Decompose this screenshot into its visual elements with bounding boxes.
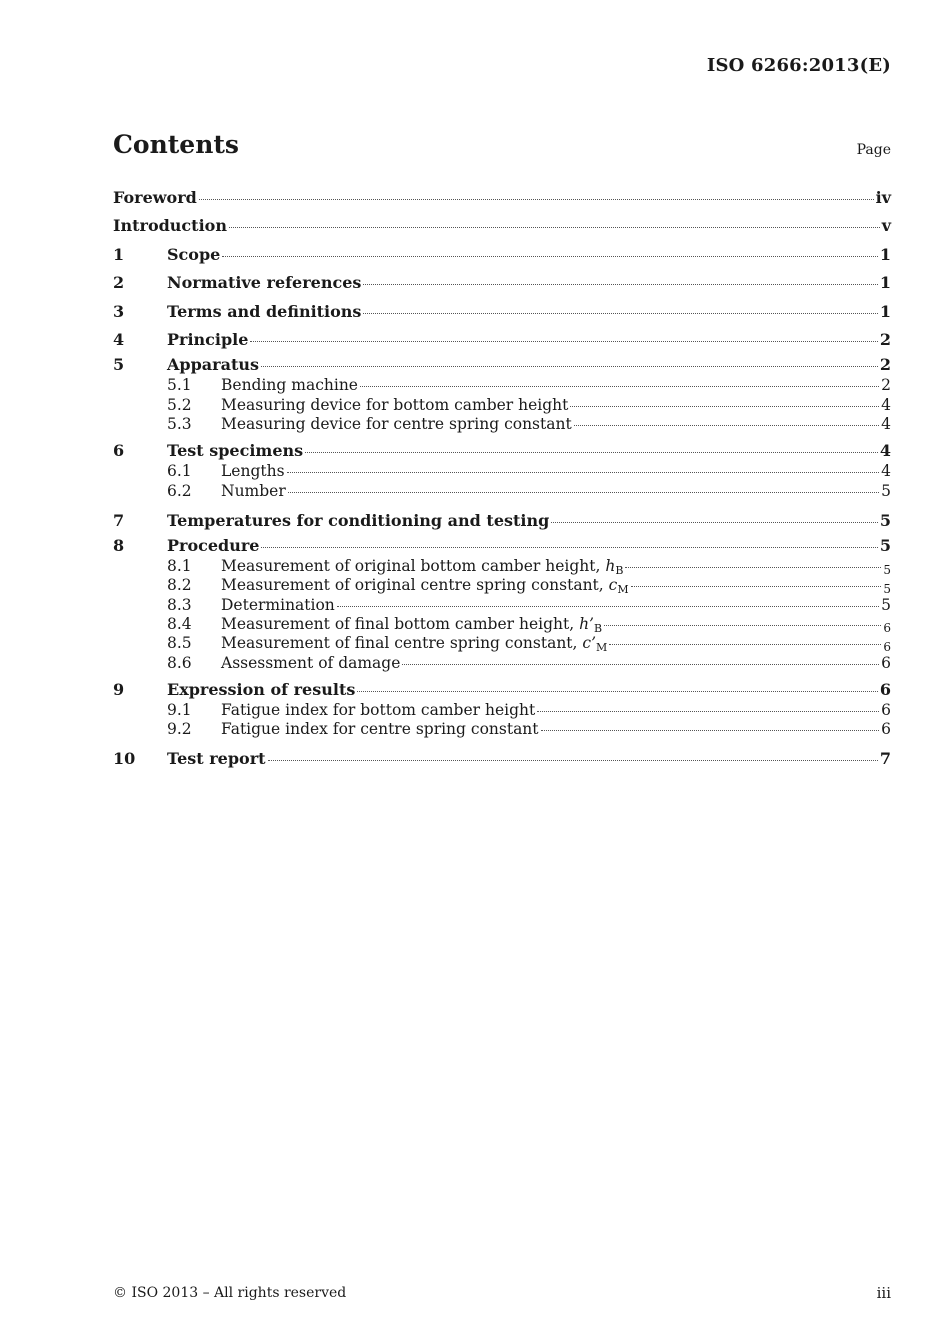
dot-leader: [337, 606, 879, 607]
dot-leader: [570, 406, 879, 407]
toc-page-number: 2: [879, 329, 891, 349]
toc-entry-title: [167, 269, 361, 297]
toc-entry-title: [221, 482, 286, 501]
toc-entry-title-text: Measurement of original bottom camber height,: [221, 556, 606, 575]
toc-entry-number: 8.4: [167, 615, 192, 634]
toc-entry-title: [167, 440, 303, 462]
dot-leader: [631, 586, 882, 587]
toc-entry-number: 7: [113, 510, 125, 530]
toc-entry-title-text: Foreword: [113, 188, 197, 207]
dot-leader: [574, 425, 879, 426]
toc-page-number: 6: [883, 640, 891, 655]
dot-leader: [625, 567, 881, 568]
toc-entry-title-text: Fatigue index for bottom camber height: [221, 700, 536, 719]
toc-entry-title-text: Determination: [221, 595, 335, 614]
toc-entry-number: 4: [113, 329, 125, 349]
toc-page-number: 5: [879, 535, 891, 555]
toc-page-number: 1: [879, 244, 891, 264]
footer-page-number: iii: [876, 1284, 891, 1302]
toc-subentry[interactable]: [113, 462, 891, 481]
toc-entry[interactable]: [113, 298, 891, 326]
toc-entry-title-text: Procedure: [167, 535, 260, 555]
toc-entry[interactable]: [113, 269, 891, 297]
toc-entry[interactable]: [113, 535, 891, 557]
toc-entry-title: [167, 326, 248, 354]
toc-page-number: iv: [875, 188, 891, 207]
toc-entry-number: 8.1: [167, 556, 192, 575]
math-symbol: c’: [582, 634, 596, 653]
toc-page-number: 5: [881, 481, 891, 500]
toc-entry-title: [221, 720, 539, 739]
math-subscript: M: [617, 583, 629, 597]
toc-entry[interactable]: [113, 184, 891, 212]
dot-leader: [288, 492, 879, 493]
dot-leader: [287, 472, 880, 473]
toc-entry-title-text: Measuring device for bottom camber height: [221, 395, 569, 414]
toc-entry-title-text: Test report: [167, 749, 266, 769]
toc-entry-title: [167, 298, 361, 326]
toc-entry-title-text: Fatigue index for centre spring constant: [221, 720, 539, 739]
toc-page-number: 6: [883, 621, 891, 636]
toc-entry-title-text: Number: [221, 481, 286, 500]
toc-entry-number: 9: [113, 679, 125, 699]
math-subscript: B: [615, 563, 624, 577]
dot-leader: [261, 366, 878, 367]
toc-entry-title: [221, 701, 535, 720]
toc-entry-number: 5.2: [167, 395, 192, 414]
toc-subentry[interactable]: [113, 634, 891, 653]
toc-entry-title: [113, 184, 197, 212]
toc-entry-number: 6: [113, 441, 125, 461]
toc-entry-title-text: Scope: [167, 244, 221, 264]
toc-entry-title-text: Temperatures for conditioning and testing: [167, 510, 550, 530]
toc-entry-title-text: Normative references: [167, 273, 362, 293]
toc-entry-number: 5.1: [167, 376, 192, 395]
toc-entry-title-text: Measurement of final centre spring constant,: [221, 634, 583, 653]
toc-entry-number: 8: [113, 535, 125, 555]
toc-entry-title: [221, 596, 335, 615]
toc-entry-number: 5: [113, 355, 125, 375]
toc-page-number: 5: [881, 595, 891, 614]
toc-entry-title-text: Measuring device for centre spring constant: [221, 415, 572, 434]
toc-entry-title: [221, 396, 568, 415]
toc-page-number: 2: [879, 355, 891, 375]
toc-entry-title: [167, 679, 355, 701]
toc-entry-number: 2: [113, 273, 125, 293]
page-column-heading: Page: [856, 142, 891, 158]
toc-entry-number: 5.3: [167, 415, 192, 434]
toc-entry-number: 8.2: [167, 576, 192, 595]
toc-subentry[interactable]: [113, 720, 891, 745]
toc-page-number: 1: [879, 273, 891, 293]
toc-page-number: 5: [879, 510, 891, 530]
toc-entry-title: [167, 241, 220, 269]
toc-entry-title-text: Test specimens: [167, 441, 304, 461]
toc-entry[interactable]: [113, 241, 891, 269]
toc-subentry[interactable]: [113, 396, 891, 415]
dot-leader: [360, 386, 879, 387]
toc-subentry[interactable]: [113, 654, 891, 679]
toc-page-number: 2: [881, 376, 891, 395]
toc-subentry[interactable]: [113, 482, 891, 507]
toc-entry-title-text: Expression of results: [167, 679, 356, 699]
dot-leader: [229, 227, 880, 228]
toc-entry-title: [221, 415, 572, 434]
toc-entry-title: [167, 745, 266, 773]
dot-leader: [199, 199, 874, 200]
dot-leader: [541, 730, 880, 731]
copyright-notice: © ISO 2013 – All rights reserved: [113, 1285, 347, 1301]
dot-leader: [357, 691, 878, 692]
toc-page-number: 4: [879, 441, 891, 461]
dot-leader: [402, 664, 879, 665]
toc-entry[interactable]: [113, 679, 891, 701]
dot-leader: [250, 341, 877, 342]
dot-leader: [261, 547, 877, 548]
contents-title: Contents: [113, 130, 240, 159]
toc-subentry[interactable]: [113, 376, 891, 395]
dot-leader: [609, 644, 881, 645]
math-symbol: c: [608, 576, 618, 595]
math-subscript: B: [594, 622, 603, 636]
toc-entry-title-text: Apparatus: [167, 355, 259, 375]
dot-leader: [551, 522, 878, 523]
toc-entry-title-text: Assessment of damage: [221, 653, 401, 672]
toc-entry-number: 3: [113, 301, 125, 321]
toc-entry-title: [167, 354, 259, 376]
toc-page-number: 1: [879, 301, 891, 321]
toc-entry-number: 8.5: [167, 634, 192, 653]
toc-entry-number: 9.1: [167, 700, 192, 719]
toc-entry[interactable]: [113, 326, 891, 354]
toc-page-number: 4: [881, 415, 891, 434]
dot-leader: [604, 625, 881, 626]
toc-entry-title-text: Principle: [167, 329, 249, 349]
toc-entry[interactable]: [113, 440, 891, 462]
toc-page-number: v: [881, 216, 891, 236]
toc-page-number: 6: [881, 653, 891, 672]
toc-entry[interactable]: [113, 354, 891, 376]
toc-subentry[interactable]: [113, 415, 891, 440]
toc-subentry[interactable]: [113, 576, 891, 595]
toc-entry-number: 8.6: [167, 653, 192, 672]
dot-leader: [363, 284, 877, 285]
document-id: ISO 6266:2013(E): [706, 55, 891, 76]
toc-entry-number: 9.2: [167, 720, 192, 739]
toc-entry-title: [221, 462, 285, 481]
table-of-contents: [113, 184, 891, 774]
toc-entry-title: [113, 212, 227, 240]
math-subscript: M: [596, 641, 608, 655]
dot-leader: [363, 313, 877, 314]
math-symbol: h’: [579, 615, 594, 634]
dot-leader: [537, 711, 879, 712]
toc-entry-title: [221, 376, 358, 395]
toc-subentry[interactable]: [113, 615, 891, 634]
toc-entry-number: 8.3: [167, 595, 192, 614]
toc-entry-title: [167, 507, 549, 535]
toc-entry-number: 6.2: [167, 481, 192, 500]
toc-entry-title-text: Bending machine: [221, 376, 358, 395]
toc-subentry[interactable]: [113, 701, 891, 720]
dot-leader: [268, 760, 878, 761]
toc-entry-title-text: Lengths: [221, 462, 285, 481]
toc-entry-number: 10: [113, 749, 136, 769]
toc-entry[interactable]: [113, 212, 891, 240]
toc-page-number: 5: [883, 582, 891, 597]
toc-page-number: 6: [879, 679, 891, 699]
toc-page-number: 5: [883, 562, 891, 577]
toc-entry[interactable]: [113, 507, 891, 535]
toc-entry[interactable]: [113, 745, 891, 773]
toc-entry-title-text: Introduction: [113, 216, 227, 236]
toc-page-number: 7: [879, 749, 891, 769]
toc-entry-title: [167, 535, 259, 557]
math-symbol: h: [605, 556, 616, 575]
toc-subentry[interactable]: [113, 557, 891, 576]
dot-leader: [305, 452, 878, 453]
toc-entry-title-text: Terms and definitions: [167, 301, 362, 321]
toc-page-number: 6: [881, 700, 891, 719]
toc-entry-title-text: Measurement of final bottom camber height,: [221, 615, 580, 634]
toc-entry-number: 6.1: [167, 462, 192, 481]
dot-leader: [222, 256, 878, 257]
toc-page-number: 6: [881, 720, 891, 739]
toc-page-number: 4: [881, 395, 891, 414]
toc-entry-title: [221, 654, 400, 673]
toc-entry-title-text: Measurement of original centre spring constant,: [221, 576, 609, 595]
toc-page-number: 4: [881, 462, 891, 481]
toc-entry-number: 1: [113, 244, 125, 264]
